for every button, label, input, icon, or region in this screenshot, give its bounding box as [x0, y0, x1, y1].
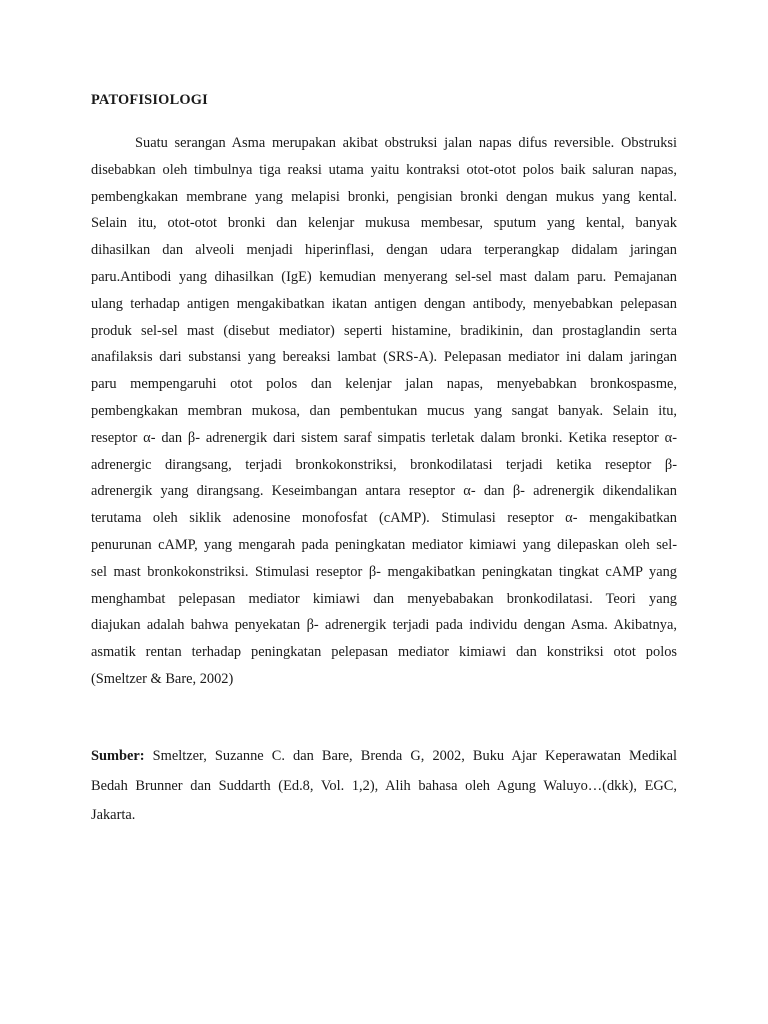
paragraph-line: ulang terhadap antigen mengakibatkan ikatan antigen dengan antibody, menyebabkan pelepasan	[91, 295, 677, 312]
source-line: Bedah Brunner dan Suddarth (Ed.8, Vol. 1,2), Alih bahasa oleh Agung Waluyo…(dkk), EGC,	[91, 777, 677, 794]
section-heading: PATOFISIOLOGI	[91, 92, 208, 108]
paragraph-line: sel mast bronkokonstriksi. Stimulasi reseptor β- mengakibatkan peningkatan tingkat cAMP yang	[91, 563, 677, 580]
paragraph-line: disebabkan oleh timbulnya tiga reaksi utama yaitu kontraksi otot-otot polos baik saluran napas,	[91, 161, 677, 178]
paragraph-line: Selain itu, otot-otot bronki dan kelenjar mukusa membesar, sputum yang kental, banyak	[91, 215, 677, 232]
source-line	[91, 742, 677, 772]
paragraph-line: pembengkakan membran mukosa, dan pembentukan mucus yang sangat banyak. Selain itu,	[91, 402, 677, 419]
paragraph-line: adrenergik yang dirangsang. Keseimbangan antara reseptor α- dan β- adrenergik dikendalikan	[91, 483, 677, 500]
source-text: Smeltzer, Suzanne C. dan Bare, Brenda G, 2002, Buku Ajar Keperawatan Medikal	[144, 748, 677, 764]
source-label: Sumber:	[91, 748, 145, 764]
paragraph-line: adrenergic dirangsang, terjadi bronkokonstriksi, bronkodilatasi terjadi ketika reseptor β-	[91, 456, 677, 473]
paragraph-line: paru.Antibodi yang dihasilkan (IgE) kemudian menyerang sel-sel mast dalam paru. Pemajanan	[91, 268, 677, 285]
paragraph-line: paru mempengaruhi otot polos dan kelenjar jalan napas, menyebabkan bronkospasme,	[91, 376, 677, 393]
paragraph-line: penurunan cAMP, yang mengarah pada peningkatan mediator kimiawi yang dilepaskan oleh sel-	[91, 536, 677, 553]
body-paragraph	[91, 130, 677, 693]
paragraph-line: produk sel-sel mast (disebut mediator) seperti histamine, bradikinin, dan prostaglandin serta	[91, 322, 677, 339]
source-line: Jakarta.	[91, 807, 136, 823]
paragraph-line: menghambat pelepasan mediator kimiawi dan menyebabakan bronkodilatasi. Teori yang	[91, 590, 677, 607]
source-citation	[91, 742, 677, 831]
paragraph-line: pembengkakan membrane yang melapisi bronki, pengisian bronki dengan mukus yang kental.	[91, 188, 677, 205]
paragraph-line: Suatu serangan Asma merupakan akibat obstruksi jalan napas difus reversible. Obstruksi	[135, 135, 677, 151]
paragraph-line: asmatik rentan terhadap peningkatan pelepasan mediator kimiawi dan konstriksi otot polos	[91, 644, 677, 661]
paragraph-line: dihasilkan dan alveoli menjadi hiperinflasi, dengan udara terperangkap didalam jaringan	[91, 242, 677, 259]
paragraph-line: anafilaksis dari substansi yang bereaksi lambat (SRS-A). Pelepasan mediator ini dalam jaringan	[91, 349, 677, 366]
paragraph-line: (Smeltzer & Bare, 2002)	[91, 670, 234, 687]
paragraph-line: terutama oleh siklik adenosine monofosfat (cAMP). Stimulasi reseptor α- mengakibatkan	[91, 510, 677, 527]
paragraph-line: reseptor α- dan β- adrenergik dari sistem saraf simpatis terletak dalam bronki. Ketika reseptor α-	[91, 429, 677, 446]
paragraph-line: diajukan adalah bahwa penyekatan β- adrenergik terjadi pada individu dengan Asma. Akibatnya,	[91, 617, 677, 634]
